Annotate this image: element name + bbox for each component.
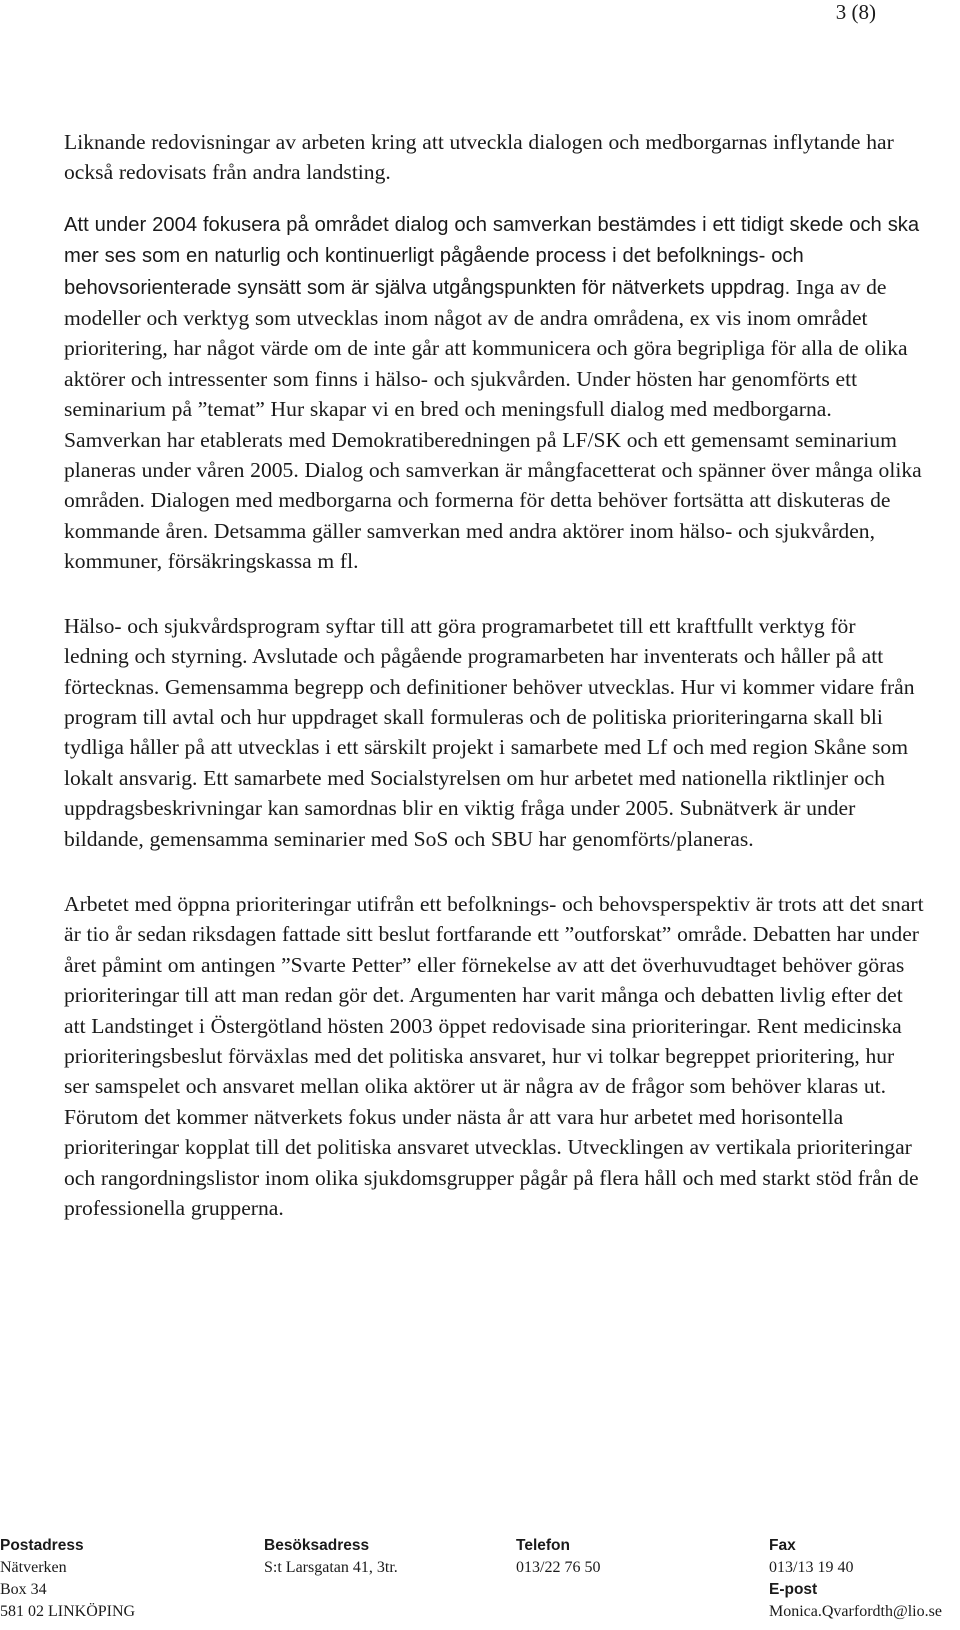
footer-postadress-line3: 581 02 LINKÖPING xyxy=(0,1603,136,1620)
footer-postadress xyxy=(0,1535,135,1623)
paragraph-dialog-samverkan-intro: Att under 2004 fokusera på området dialog och samverkan bestämdes i ett tidigt skede och ska mer ses som en naturlig och kontinuerligt pågående process i det befolknings- och behovsorienterade synsätt som är själva utgångspunkten för nätverkets uppdrag. xyxy=(64,213,920,299)
footer-fax-heading: Fax xyxy=(769,1537,796,1554)
paragraph-dialog-reports: Liknande redovisningar av arbeten kring att utveckla dialogen och medborgarnas inflytande har också redovisats från andra landsting. xyxy=(64,130,894,185)
footer-besoksadress xyxy=(264,1535,398,1579)
footer-telefon xyxy=(516,1535,600,1579)
page-number: 3 (8) xyxy=(835,0,876,24)
footer-besoksadress-heading: Besöksadress xyxy=(264,1537,370,1554)
paragraph-prioriteringar: Arbetet med öppna prioriteringar utifrån ett befolknings- och behovsperspektiv är trots att det snart är tio år sedan riksdagen fattade sitt beslut fortfarande ett ”outforskat” område. Debatten har under året påmint om antingen ”Svarte Petter” eller förnekelse av att det överhuvudtaget behöver göras prioriteringar till att man redan gör det. Argumenten har varit många och debatten livlig efter det att Landstinget i Östergötland hösten 2003 öppet redovisade sina prioriteringar. Rent medicinska prioriteringsbeslut förväxlas med det politiska ansvaret, hur vi tolkar begreppet prioritering, hur ser samspelet och ansvaret mellan olika aktörer ut är några av de frågor som behöver klaras ut. Förutom det kommer nätverkets fokus under nästa år att vara hur arbetet med horisontella prioriteringar kopplat till det politiska ansvaret utvecklas. Utvecklingen av vertikala prioriteringar och rangordningslistor inom olika sjukdomsgrupper pågår på flera håll och med starkt stöd från de professionella grupperna. xyxy=(64,891,924,1220)
footer-fax-line1: 013/13 19 40 xyxy=(769,1559,854,1576)
footer-postadress-line1: Nätverken xyxy=(0,1559,67,1576)
footer-telefon-line1: 013/22 76 50 xyxy=(516,1559,601,1576)
footer-epost-heading: E-post xyxy=(769,1581,818,1598)
footer-postadress-line2: Box 34 xyxy=(0,1581,47,1598)
page-footer xyxy=(0,1535,960,1630)
document-body xyxy=(64,127,924,1223)
footer-epost-address: Monica.Qvarfordth@lio.se xyxy=(769,1603,942,1620)
footer-postadress-heading: Postadress xyxy=(0,1537,84,1554)
paragraph-vardprogram: Hälso- och sjukvårdsprogram syftar till att göra programarbetet till ett kraftfullt verktyg för ledning och styrning. Avslutade och pågående programarbeten har inventerats och håller på att förtecknas. Gemensamma begrepp och definitioner behöver utvecklas. Hur vi kommer vidare från program till avtal och hur uppdraget skall formuleras och de politiska prioriteringarna skall bli tydliga håller på att utvecklas i ett särskilt projekt i samarbete med Lf och med region Skåne som lokalt ansvarig. Ett samarbete med Socialstyrelsen om hur arbetet med nationella riktlinjer och uppdragsbeskrivningar kan samordnas blir en viktig fråga under 2005. Subnätverk är under bildande, gemensamma seminarier med SoS och SBU har genomförts/planeras. xyxy=(64,613,915,851)
footer-fax xyxy=(769,1535,942,1623)
footer-besoksadress-line1: S:t Larsgatan 41, 3tr. xyxy=(264,1559,398,1576)
paragraph-dialog-samverkan-body: Inga av de modeller och verktyg som utvecklas inom något av de andra områdena, ex vis inom området prioritering, har något värde om de inte går att kommunicera och göra begripliga för alla de olika aktörer och intressenter som finns i hälso- och sjukvården. Under hösten har genomförts ett seminarium på ”temat” Hur skapar vi en bred och meningsfull dialog med medborgarna. Samverkan har etablerats med Demokratiberedningen på LF/SK och ett gemensamt seminarium planeras under våren 2005. Dialog och samverkan är mångfacetterat och spänner över många olika områden. Dialogen med medborgarna och formerna för detta behöver fortsätta att diskuteras de kommande åren. Detsamma gäller samverkan med andra aktörer inom hälso- och sjukvården, kommuner, försäkringskassa m fl. xyxy=(64,274,922,574)
paragraph-dialog-samverkan xyxy=(64,209,924,577)
footer-telefon-heading: Telefon xyxy=(516,1537,570,1554)
